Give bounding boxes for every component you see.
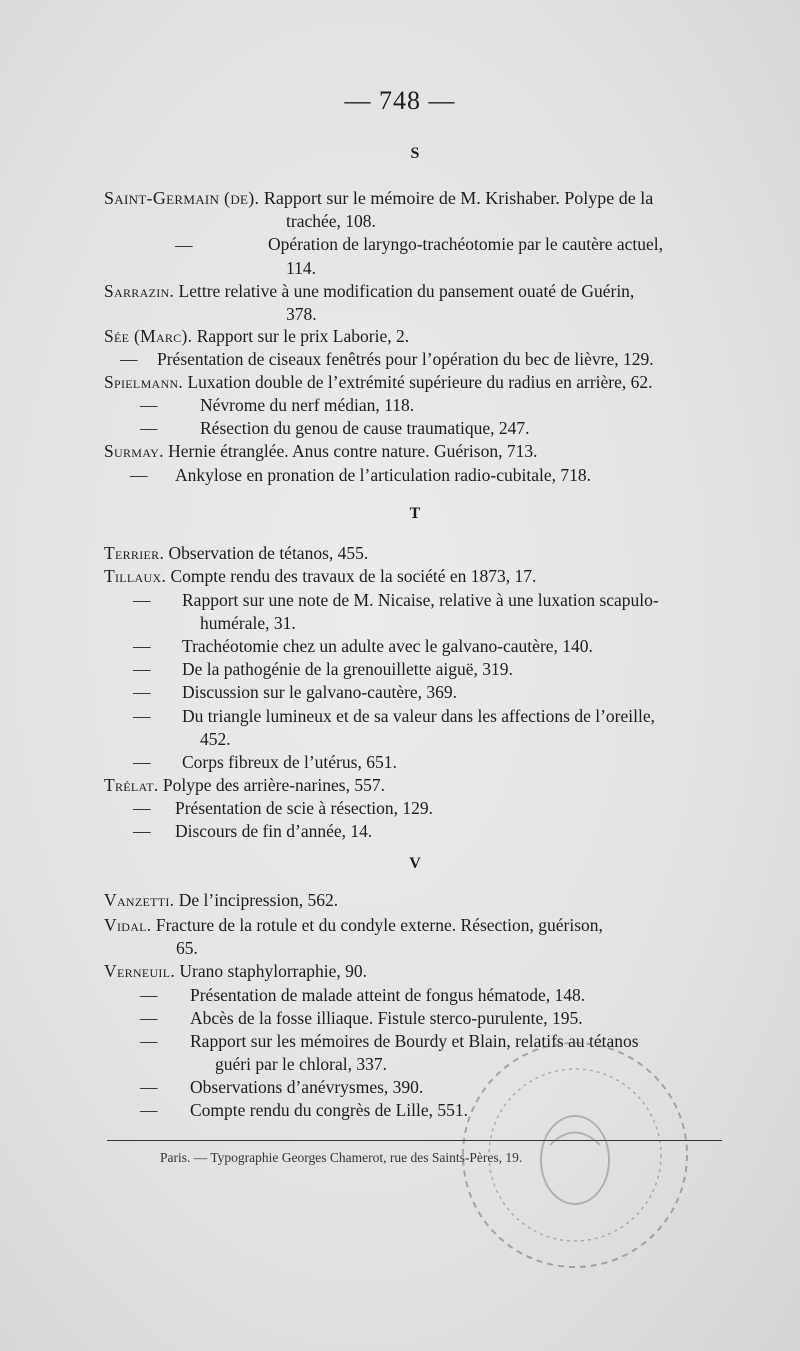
entry-text: Abcès de la fosse illiaque. Fistule sterco-purulente, 195. bbox=[190, 1008, 583, 1028]
ditto-dash: — bbox=[133, 590, 151, 610]
entry-text: Lettre relative à une modification du pansement ouaté de Guérin, bbox=[178, 281, 635, 301]
ditto-dash: — bbox=[133, 798, 151, 818]
ditto-dash: — bbox=[140, 1031, 158, 1051]
entry-continuation: humérale, 31. bbox=[200, 613, 296, 633]
index-entry bbox=[104, 187, 653, 210]
entry-continuation: trachée, 108. bbox=[286, 211, 376, 231]
author-name: Verneuil. bbox=[104, 961, 176, 981]
entry-text: Opération de laryngo-trachéotomie par le cautère actuel, bbox=[268, 234, 664, 254]
entry-continuation: 114. bbox=[286, 258, 316, 278]
author-name: Saint-Germain (de). bbox=[104, 188, 260, 208]
ditto-dash: — bbox=[133, 682, 151, 702]
entry-text: Observation de tétanos, 455. bbox=[168, 543, 369, 563]
author-name: Terrier. bbox=[104, 543, 165, 563]
entry-continuation: 65. bbox=[176, 938, 198, 958]
index-entry bbox=[104, 440, 537, 463]
ditto-dash: — bbox=[130, 465, 148, 485]
author-name: Sée (Marc). bbox=[104, 326, 193, 346]
index-entry bbox=[104, 325, 409, 348]
author-name: Tillaux. bbox=[104, 566, 167, 586]
entry-text: Du triangle lumineux et de sa valeur dans les affections de l’oreille, bbox=[182, 706, 655, 726]
entry-text: Présentation de scie à résection, 129. bbox=[175, 798, 434, 818]
ditto-dash: — bbox=[140, 1077, 158, 1097]
ditto-dash: — bbox=[133, 821, 151, 841]
ditto-dash: — bbox=[140, 1008, 158, 1028]
ditto-dash: — bbox=[140, 418, 158, 438]
index-entry bbox=[104, 889, 338, 912]
entry-text: Névrome du nerf médian, 118. bbox=[200, 395, 415, 415]
entry-text: Rapport sur le prix Laborie, 2. bbox=[196, 326, 410, 346]
author-name: Vidal. bbox=[104, 915, 152, 935]
entry-text: Ankylose en pronation de l’articulation radio-cubitale, 718. bbox=[175, 465, 591, 485]
ditto-dash: — bbox=[133, 659, 151, 679]
entry-text: Fracture de la rotule et du condyle externe. Résection, guérison, bbox=[155, 915, 603, 935]
entry-text: Luxation double de l’extrémité supérieure du radius en arrière, 62. bbox=[187, 372, 653, 392]
entry-text: Compte rendu des travaux de la société en 1873, 17. bbox=[170, 566, 537, 586]
index-entry bbox=[104, 371, 653, 394]
entry-text: Présentation de malade atteint de fongus hématode, 148. bbox=[190, 985, 586, 1005]
index-entry bbox=[104, 565, 536, 588]
entry-continuation: guéri par le chloral, 337. bbox=[215, 1054, 388, 1074]
section-letter-v: V bbox=[409, 855, 421, 872]
entry-text: Compte rendu du congrès de Lille, 551. bbox=[190, 1100, 468, 1120]
author-name: Sarrazin. bbox=[104, 281, 175, 301]
entry-text: Rapport sur les mémoires de Bourdy et Blain, relatifs au tétanos bbox=[190, 1031, 639, 1051]
index-entry bbox=[104, 960, 367, 983]
entry-text: De la pathogénie de la grenouillette aiguë, 319. bbox=[182, 659, 513, 679]
entry-text: Trachéotomie chez un adulte avec le galvano-cautère, 140. bbox=[182, 636, 593, 656]
index-entry bbox=[104, 774, 385, 797]
ditto-dash: — bbox=[140, 1100, 158, 1120]
ditto-dash: — bbox=[133, 706, 151, 726]
author-name: Surmay. bbox=[104, 441, 164, 461]
printer-imprint: Paris. — Typographie Georges Chamerot, rue des Saints-Pères, 19. bbox=[160, 1150, 523, 1165]
ditto-dash: — bbox=[120, 349, 138, 369]
entry-text: Rapport sur le mémoire de M. Krishaber. Polype de la bbox=[263, 188, 654, 208]
index-entry bbox=[104, 542, 368, 565]
author-name: Vanzetti. bbox=[104, 890, 175, 910]
section-letter-t: T bbox=[409, 505, 421, 522]
author-name: Spielmann. bbox=[104, 372, 184, 392]
page-number: — 748 — bbox=[344, 86, 456, 115]
author-name: Trélat. bbox=[104, 775, 159, 795]
entry-text: Observations d’anévrysmes, 390. bbox=[190, 1077, 424, 1097]
entry-text: Corps fibreux de l’utérus, 651. bbox=[182, 752, 397, 772]
ditto-dash: — bbox=[133, 636, 151, 656]
index-entry bbox=[104, 280, 634, 303]
entry-continuation: 378. bbox=[286, 304, 317, 324]
entry-text: Polype des arrière-narines, 557. bbox=[162, 775, 385, 795]
entry-text: Résection du genou de cause traumatique, 247. bbox=[200, 418, 530, 438]
ditto-dash: — bbox=[175, 235, 193, 255]
entry-text: Rapport sur une note de M. Nicaise, relative à une luxation scapulo- bbox=[182, 590, 659, 610]
library-stamp bbox=[450, 1030, 700, 1280]
entry-continuation: 452. bbox=[200, 729, 231, 749]
entry-text: Hernie étranglée. Anus contre nature. Guérison, 713. bbox=[168, 441, 538, 461]
entry-text: Discours de fin d’année, 14. bbox=[175, 821, 373, 841]
entry-text: De l’incipression, 562. bbox=[178, 890, 339, 910]
entry-text: Urano staphylorraphie, 90. bbox=[179, 961, 368, 981]
entry-text: Présentation de ciseaux fenêtrés pour l’opération du bec de lièvre, 129. bbox=[157, 349, 654, 369]
ditto-dash: — bbox=[140, 985, 158, 1005]
entry-text: Discussion sur le galvano-cautère, 369. bbox=[182, 682, 458, 702]
ditto-dash: — bbox=[140, 395, 158, 415]
ditto-dash: — bbox=[133, 752, 151, 772]
index-entry bbox=[104, 914, 603, 937]
section-letter-s: S bbox=[410, 145, 420, 162]
